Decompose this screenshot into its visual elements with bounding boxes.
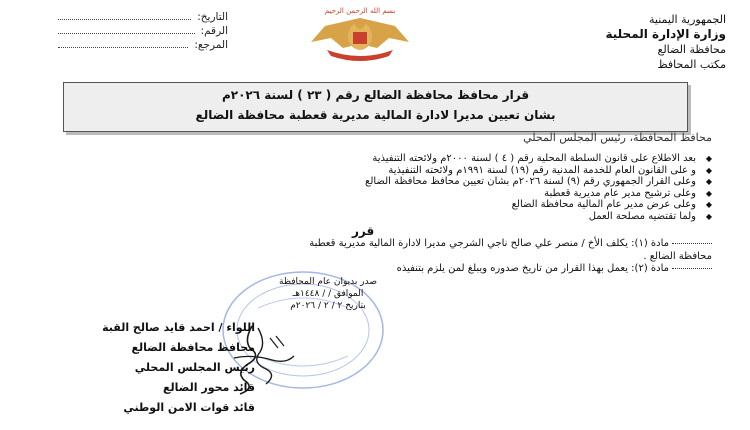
hijri-date: الموافق / / ١٤٤٨هـ <box>292 289 364 299</box>
signatory-title: قائد قوات الامن الوطني <box>123 401 255 414</box>
governor-line: محافظ المحافظة، رئيس المجلس المحلي <box>523 131 712 144</box>
article-1-continued: محافظة الضالع . <box>643 251 712 262</box>
issued-block <box>258 276 398 312</box>
article-2: مادة (٢): يعمل بهذا القرار من تاريخ صدوره ويبلغ لمن يلزم بتنفيذه <box>32 263 712 275</box>
decision-heading: قرار محافظ محافظة الضالع رقم ( ٢٣ ) لسنة ٢٠٢٦م <box>221 88 530 102</box>
signatory-title: محافظ محافظة الضالع <box>131 341 255 354</box>
article-1: مادة (١): يكلف الأخ / منصر علي صالح ناجي الشرجي مديرا لادارة المالية مديرية قعطبة <box>32 238 712 250</box>
date-field: التاريخ: <box>58 10 228 24</box>
signatory-name: اللواء / احمد قايد صالح القبة <box>102 321 255 334</box>
basmala-text: بسم الله الرحمن الرحيم <box>324 7 396 15</box>
clause-item: ◆ وعلى القرار الجمهوري رقم (٩) لسنة ٢٠٢٦م بشان تعيين محافظ محافظة الضالع <box>365 176 712 187</box>
diamond-bullet-icon: ◆ <box>705 200 712 209</box>
emblem-logo <box>285 4 435 64</box>
letterhead-right <box>526 12 726 72</box>
diamond-bullet-icon: ◆ <box>705 165 712 175</box>
signatory-block <box>35 318 255 418</box>
diamond-bullet-icon: ◆ <box>705 211 712 221</box>
number-field: الرقم: <box>58 24 228 38</box>
gregorian-date: بتاريخ ٢ / ٢ / ٢٠٢٦م <box>290 301 366 311</box>
clause-item: ◆ و على القانون العام للخدمة المدنية رقم (١٩) لسنة ١٩٩١م ولائحته التنفيذية <box>388 164 712 176</box>
governorate-name: محافظة الضالع <box>657 43 726 56</box>
decision-subject: بشان تعيين مديرا لادارة المالية مديرية قعطبة محافظة الضالع <box>195 108 556 122</box>
diamond-bullet-icon: ◆ <box>705 177 712 186</box>
republic-name: الجمهورية اليمنية <box>648 13 726 26</box>
signatory-title: قائد محور الضالع <box>163 381 255 394</box>
clause-item: ◆ ولما تقتضيه مصلحة العمل <box>588 210 712 222</box>
preamble-clauses <box>192 153 712 222</box>
diamond-bullet-icon: ◆ <box>705 154 712 163</box>
reference-fields <box>58 10 228 52</box>
decision-title-box <box>63 82 688 132</box>
diamond-bullet-icon: ◆ <box>705 188 712 198</box>
office-name: مكتب المحافظ <box>657 58 726 71</box>
reference-field: المرجع: <box>58 38 228 52</box>
ministry-name: وزارة الإدارة المحلية <box>605 27 726 41</box>
clause-item: ◆ وعلى عرض مدير عام المالية محافظة الضالع <box>511 199 712 210</box>
signatory-title: رئيس المجلس المحلي <box>134 361 255 374</box>
clause-item: ◆ وعلى ترشيح مدير عام مديرية قعطبة <box>544 187 712 199</box>
issued-place: صدر بديوان عام المحافظة <box>279 277 377 287</box>
decided-heading: قرر <box>352 224 375 238</box>
clause-item: ◆ بعد الاطلاع على قانون السلطة المحلية رقم ( ٤ ) لسنة ٢٠٠٠م ولائحته التنفيذية <box>372 153 712 164</box>
